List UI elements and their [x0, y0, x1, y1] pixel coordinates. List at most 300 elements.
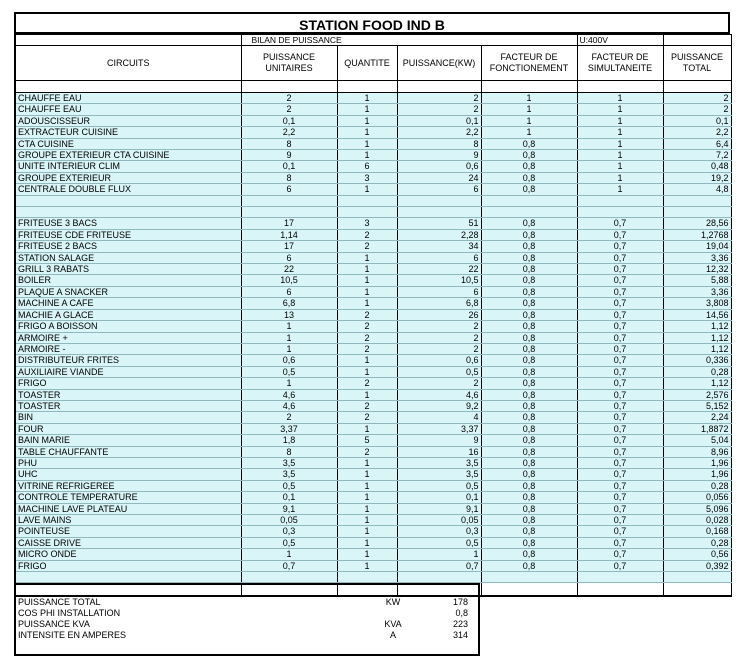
cell-kw: 2: [397, 321, 481, 332]
cell-kw: 51: [397, 218, 481, 229]
cell-name: CONTROLE TEMPERATURE: [15, 492, 241, 503]
cell-pu: 4,6: [241, 400, 337, 411]
table-row: [15, 115, 731, 126]
cell-total: 2,576: [663, 389, 731, 400]
cell-fs: 0,7: [577, 286, 663, 297]
cell-name: BOILER: [15, 275, 241, 286]
cell-ff: 0,8: [481, 321, 577, 332]
table-row: [15, 435, 731, 446]
cell-name: DISTRIBUTEUR FRITES: [15, 355, 241, 366]
cell-ff: 0,8: [481, 366, 577, 377]
cell-kw: 2: [397, 343, 481, 354]
table-row: [15, 104, 731, 115]
cell-kw: 0,05: [397, 515, 481, 526]
cell-qty: 1: [337, 515, 397, 526]
summary-row: [18, 597, 474, 608]
cell-total: 1,96: [663, 469, 731, 480]
header-circuits: CIRCUITS: [15, 46, 241, 81]
cell-ff: 0,8: [481, 457, 577, 468]
summary-row: [18, 619, 474, 630]
cell-kw: 2: [397, 93, 481, 104]
cell-name: UNITE INTERIEUR CLIM: [15, 161, 241, 172]
cell-ff: 0,8: [481, 229, 577, 240]
cell-kw: 6: [397, 286, 481, 297]
cell-kw: 0,1: [397, 115, 481, 126]
cell-name: FRIGO: [15, 378, 241, 389]
cell-name: MACHINE LAVE PLATEAU: [15, 503, 241, 514]
cell-ff: 0,8: [481, 343, 577, 354]
table-row: [15, 549, 731, 560]
cell-total: 5,88: [663, 275, 731, 286]
cell-qty: 1: [337, 275, 397, 286]
table-row: [15, 378, 731, 389]
table-row: [15, 503, 731, 514]
cell-total: 0,28: [663, 480, 731, 491]
cell-total: 5,096: [663, 503, 731, 514]
cell-pu: 1: [241, 549, 337, 560]
cell-kw: 22: [397, 264, 481, 275]
table-row: [15, 366, 731, 377]
subtitle: BILAN DE PUISSANCE: [241, 35, 397, 46]
cell-ff: 0,8: [481, 537, 577, 548]
table-row: [15, 480, 731, 491]
header-puissance-kw: PUISSANCE(KW): [397, 46, 481, 81]
cell-pu: 1: [241, 332, 337, 343]
cell-kw: 0,5: [397, 480, 481, 491]
cell-name: ARMOIRE +: [15, 332, 241, 343]
cell-pu: 8: [241, 446, 337, 457]
table-row: [15, 423, 731, 434]
cell-pu: 2,2: [241, 127, 337, 138]
table-row: [15, 184, 731, 195]
summary-unit: KW: [385, 597, 401, 607]
cell-pu: 1: [241, 343, 337, 354]
cell-pu: 0,5: [241, 537, 337, 548]
table-row: [15, 275, 731, 286]
cell-pu: 1: [241, 321, 337, 332]
cell-kw: 9: [397, 150, 481, 161]
cell-ff: 0,8: [481, 480, 577, 491]
cell-pu: 0,05: [241, 515, 337, 526]
cell-ff: 1: [481, 104, 577, 115]
header-quantite: QUANTITE: [337, 46, 397, 81]
cell-total: 0,336: [663, 355, 731, 366]
table-row: [15, 161, 731, 172]
cell-name: BIN: [15, 412, 241, 423]
cell-total: 5,152: [663, 400, 731, 411]
cell-pu: 6,8: [241, 298, 337, 309]
cell-total: 0,1: [663, 115, 731, 126]
cell-pu: 4,6: [241, 389, 337, 400]
cell-total: 2,2: [663, 127, 731, 138]
cell-kw: 24: [397, 172, 481, 183]
cell-total: 0,056: [663, 492, 731, 503]
cell-pu: 9: [241, 150, 337, 161]
cell-fs: 1: [577, 93, 663, 104]
cell-qty: 2: [337, 332, 397, 343]
summary-label: PUISSANCE TOTAL: [18, 597, 101, 607]
cell-fs: 1: [577, 138, 663, 149]
cell-name: TOASTER: [15, 389, 241, 400]
summary-unit: A: [389, 630, 396, 640]
cell-kw: 4,6: [397, 389, 481, 400]
cell-total: 28,56: [663, 218, 731, 229]
cell-qty: 1: [337, 150, 397, 161]
cell-pu: 0,5: [241, 366, 337, 377]
table-row: [15, 355, 731, 366]
cell-fs: 0,7: [577, 332, 663, 343]
cell-pu: 10,5: [241, 275, 337, 286]
cell-total: 1,12: [663, 343, 731, 354]
cell-kw: 26: [397, 309, 481, 320]
cell-total: 0,28: [663, 537, 731, 548]
cell-ff: 0,8: [481, 298, 577, 309]
cell-qty: 2: [337, 309, 397, 320]
cell-qty: 2: [337, 321, 397, 332]
cell-name: CTA CUISINE: [15, 138, 241, 149]
cell-total: 3,36: [663, 252, 731, 263]
table-row: [15, 446, 731, 457]
table-row: [15, 457, 731, 468]
cell-kw: 6: [397, 184, 481, 195]
cell-ff: 0,8: [481, 161, 577, 172]
cell-total: 0,028: [663, 515, 731, 526]
cell-qty: 1: [337, 389, 397, 400]
table-row: [15, 321, 731, 332]
cell-pu: 0,1: [241, 492, 337, 503]
summary-label: COS PHI INSTALLATION: [18, 608, 121, 618]
cell-name: FRITEUSE 3 BACS: [15, 218, 241, 229]
cell-qty: 2: [337, 241, 397, 252]
cell-kw: 2: [397, 332, 481, 343]
cell-total: 14,56: [663, 309, 731, 320]
cell-name: ARMOIRE -: [15, 343, 241, 354]
cell-pu: 8: [241, 172, 337, 183]
blank-row: [15, 195, 731, 206]
cell-ff: 1: [481, 115, 577, 126]
cell-pu: 2: [241, 104, 337, 115]
table-row: [15, 138, 731, 149]
cell-total: 1,96: [663, 457, 731, 468]
header-facteur-simultaneite: FACTEUR DE SIMULTANEITE: [577, 46, 663, 81]
cell-qty: 1: [337, 469, 397, 480]
cell-total: 8,96: [663, 446, 731, 457]
cell-name: UHC: [15, 469, 241, 480]
cell-pu: 17: [241, 218, 337, 229]
cell-total: 2: [663, 93, 731, 104]
cell-ff: 0,8: [481, 218, 577, 229]
cell-kw: 0,6: [397, 161, 481, 172]
cell-pu: 0,3: [241, 526, 337, 537]
table-row: [15, 389, 731, 400]
cell-qty: 2: [337, 229, 397, 240]
cell-qty: 3: [337, 218, 397, 229]
table-row: [15, 93, 731, 104]
cell-total: 1,12: [663, 332, 731, 343]
cell-fs: 0,7: [577, 400, 663, 411]
cell-ff: 0,8: [481, 275, 577, 286]
cell-pu: 0,6: [241, 355, 337, 366]
cell-fs: 0,7: [577, 412, 663, 423]
cell-ff: 0,8: [481, 241, 577, 252]
cell-kw: 0,5: [397, 366, 481, 377]
cell-kw: 0,1: [397, 492, 481, 503]
cell-qty: 1: [337, 480, 397, 491]
cell-kw: 2: [397, 378, 481, 389]
table-row: [15, 526, 731, 537]
cell-name: PHU: [15, 457, 241, 468]
blank-row: [15, 207, 731, 218]
cell-qty: 1: [337, 138, 397, 149]
cell-fs: 0,7: [577, 321, 663, 332]
cell-ff: 0,8: [481, 286, 577, 297]
cell-ff: 0,8: [481, 389, 577, 400]
table-row: [15, 309, 731, 320]
cell-fs: 0,7: [577, 241, 663, 252]
cell-ff: 0,8: [481, 172, 577, 183]
cell-kw: 6: [397, 252, 481, 263]
table-row: [15, 172, 731, 183]
table-row: [15, 343, 731, 354]
cell-qty: 2: [337, 400, 397, 411]
cell-fs: 0,7: [577, 423, 663, 434]
cell-kw: 3,5: [397, 469, 481, 480]
summary-value: 223: [452, 619, 468, 629]
cell-name: EXTRACTEUR CUISINE: [15, 127, 241, 138]
cell-fs: 0,7: [577, 537, 663, 548]
cell-name: CENTRALE DOUBLE FLUX: [15, 184, 241, 195]
blank-row: [15, 572, 731, 583]
cell-ff: 1: [481, 127, 577, 138]
cell-name: MICRO ONDE: [15, 549, 241, 560]
table-row: [15, 537, 731, 548]
cell-total: 1,2768: [663, 229, 731, 240]
table-row: [15, 400, 731, 411]
cell-total: 1,12: [663, 321, 731, 332]
summary-label: INTENSITE EN AMPERES: [18, 630, 127, 640]
cell-fs: 1: [577, 161, 663, 172]
cell-qty: 1: [337, 104, 397, 115]
cell-qty: 2: [337, 378, 397, 389]
cell-ff: 0,8: [481, 150, 577, 161]
cell-qty: 1: [337, 298, 397, 309]
cell-fs: 0,7: [577, 503, 663, 514]
cell-fs: 1: [577, 115, 663, 126]
cell-name: PLAQUE A SNACKER: [15, 286, 241, 297]
cell-kw: 2,2: [397, 127, 481, 138]
table-row: [15, 469, 731, 480]
cell-fs: 0,7: [577, 252, 663, 263]
cell-fs: 0,7: [577, 560, 663, 571]
cell-ff: 0,8: [481, 355, 577, 366]
cell-kw: 3,5: [397, 457, 481, 468]
cell-name: MACHIE A GLACE: [15, 309, 241, 320]
cell-fs: 0,7: [577, 366, 663, 377]
cell-fs: 0,7: [577, 389, 663, 400]
cell-kw: 9: [397, 435, 481, 446]
cell-total: 0,168: [663, 526, 731, 537]
cell-total: 19,2: [663, 172, 731, 183]
cell-fs: 0,7: [577, 309, 663, 320]
table-row: [15, 150, 731, 161]
cell-ff: 0,8: [481, 503, 577, 514]
cell-pu: 9,1: [241, 503, 337, 514]
cell-name: BAIN MARIE: [15, 435, 241, 446]
cell-qty: 6: [337, 161, 397, 172]
summary-value: 178: [452, 597, 468, 607]
cell-kw: 6,8: [397, 298, 481, 309]
cell-ff: 0,8: [481, 138, 577, 149]
cell-name: TABLE CHAUFFANTE: [15, 446, 241, 457]
cell-kw: 0,7: [397, 560, 481, 571]
cell-pu: 6: [241, 286, 337, 297]
table-row: [15, 298, 731, 309]
cell-name: FRIGO A BOISSON: [15, 321, 241, 332]
cell-name: LAVE MAINS: [15, 515, 241, 526]
table-row: [15, 229, 731, 240]
cell-fs: 1: [577, 172, 663, 183]
cell-pu: 2: [241, 93, 337, 104]
cell-ff: 0,8: [481, 252, 577, 263]
cell-pu: 3,5: [241, 457, 337, 468]
cell-fs: 0,7: [577, 457, 663, 468]
summary-row: [18, 630, 474, 641]
cell-total: 5,04: [663, 435, 731, 446]
spacer-row: [15, 81, 731, 93]
cell-total: 2,24: [663, 412, 731, 423]
summary-label: PUISSANCE KVA: [18, 619, 90, 629]
cell-qty: 1: [337, 127, 397, 138]
cell-ff: 0,8: [481, 400, 577, 411]
cell-kw: 2: [397, 104, 481, 115]
cell-total: 2: [663, 104, 731, 115]
cell-ff: 0,8: [481, 515, 577, 526]
cell-name: FRITEUSE CDE FRITEUSE: [15, 229, 241, 240]
summary-box: [14, 583, 480, 656]
summary-row: [18, 608, 474, 619]
cell-name: CHAUFFE EAU: [15, 93, 241, 104]
cell-qty: 2: [337, 412, 397, 423]
cell-name: CHAUFFE EAU: [15, 104, 241, 115]
cell-pu: 3,5: [241, 469, 337, 480]
cell-qty: 1: [337, 355, 397, 366]
table-row: [15, 515, 731, 526]
cell-total: 0,28: [663, 366, 731, 377]
cell-kw: 0,6: [397, 355, 481, 366]
table-row: [15, 241, 731, 252]
cell-fs: 0,7: [577, 275, 663, 286]
cell-qty: 1: [337, 93, 397, 104]
table-row: [15, 264, 731, 275]
cell-total: 1,8872: [663, 423, 731, 434]
cell-ff: 0,8: [481, 526, 577, 537]
cell-name: GRILL 3 RABATS: [15, 264, 241, 275]
cell-pu: 0,7: [241, 560, 337, 571]
cell-qty: 1: [337, 503, 397, 514]
cell-name: FRIGO: [15, 560, 241, 571]
cell-pu: 1: [241, 378, 337, 389]
subtitle-row: [15, 35, 731, 46]
cell-kw: 2,28: [397, 229, 481, 240]
cell-total: 0,48: [663, 161, 731, 172]
cell-pu: 0,1: [241, 161, 337, 172]
cell-pu: 0,5: [241, 480, 337, 491]
summary-value: 314: [452, 630, 468, 640]
cell-kw: 3,37: [397, 423, 481, 434]
cell-total: 7,2: [663, 150, 731, 161]
cell-kw: 9,2: [397, 400, 481, 411]
cell-fs: 0,7: [577, 469, 663, 480]
cell-qty: 1: [337, 264, 397, 275]
cell-kw: 4: [397, 412, 481, 423]
cell-ff: 0,8: [481, 492, 577, 503]
header-puissance-unitaire: PUISSANCE UNITAIRES: [241, 46, 337, 81]
table-row: [15, 412, 731, 423]
cell-qty: 1: [337, 115, 397, 126]
cell-name: MACHINE A CAFE: [15, 298, 241, 309]
cell-ff: 0,8: [481, 549, 577, 560]
table-row: [15, 492, 731, 503]
cell-ff: 0,8: [481, 378, 577, 389]
cell-kw: 8: [397, 138, 481, 149]
cell-qty: 1: [337, 526, 397, 537]
cell-qty: 1: [337, 366, 397, 377]
cell-ff: 0,8: [481, 469, 577, 480]
table-row: [15, 218, 731, 229]
cell-fs: 1: [577, 127, 663, 138]
cell-qty: 2: [337, 343, 397, 354]
cell-ff: 0,8: [481, 332, 577, 343]
cell-ff: 0,8: [481, 309, 577, 320]
summary-unit: KVA: [384, 619, 402, 629]
cell-ff: 0,8: [481, 264, 577, 275]
cell-pu: 2: [241, 412, 337, 423]
cell-name: ADOUSCISSEUR: [15, 115, 241, 126]
cell-fs: 0,7: [577, 446, 663, 457]
cell-qty: 5: [337, 435, 397, 446]
cell-pu: 1,14: [241, 229, 337, 240]
cell-fs: 0,7: [577, 378, 663, 389]
cell-kw: 10,5: [397, 275, 481, 286]
cell-name: STATION SALAGE: [15, 252, 241, 263]
cell-ff: 1: [481, 93, 577, 104]
voltage-label: U:400V: [577, 35, 663, 46]
cell-name: VITRINE REFRIGEREE: [15, 480, 241, 491]
cell-ff: 0,8: [481, 423, 577, 434]
cell-fs: 0,7: [577, 264, 663, 275]
cell-name: FOUR: [15, 423, 241, 434]
cell-fs: 0,7: [577, 355, 663, 366]
cell-total: 0,56: [663, 549, 731, 560]
cell-qty: 3: [337, 172, 397, 183]
cell-pu: 3,37: [241, 423, 337, 434]
cell-name: AUXILIAIRE VIANDE: [15, 366, 241, 377]
cell-total: 1,12: [663, 378, 731, 389]
cell-qty: 1: [337, 457, 397, 468]
table-row: [15, 286, 731, 297]
cell-qty: 2: [337, 446, 397, 457]
cell-fs: 0,7: [577, 435, 663, 446]
header-facteur-fonctionnement: FACTEUR DE FONCTIONEMENT: [481, 46, 577, 81]
cell-qty: 1: [337, 286, 397, 297]
power-balance-sheet: [14, 12, 730, 597]
cell-total: 12,32: [663, 264, 731, 275]
cell-pu: 8: [241, 138, 337, 149]
cell-qty: 1: [337, 537, 397, 548]
cell-ff: 0,8: [481, 446, 577, 457]
header-row: [15, 46, 731, 81]
cell-fs: 0,7: [577, 492, 663, 503]
